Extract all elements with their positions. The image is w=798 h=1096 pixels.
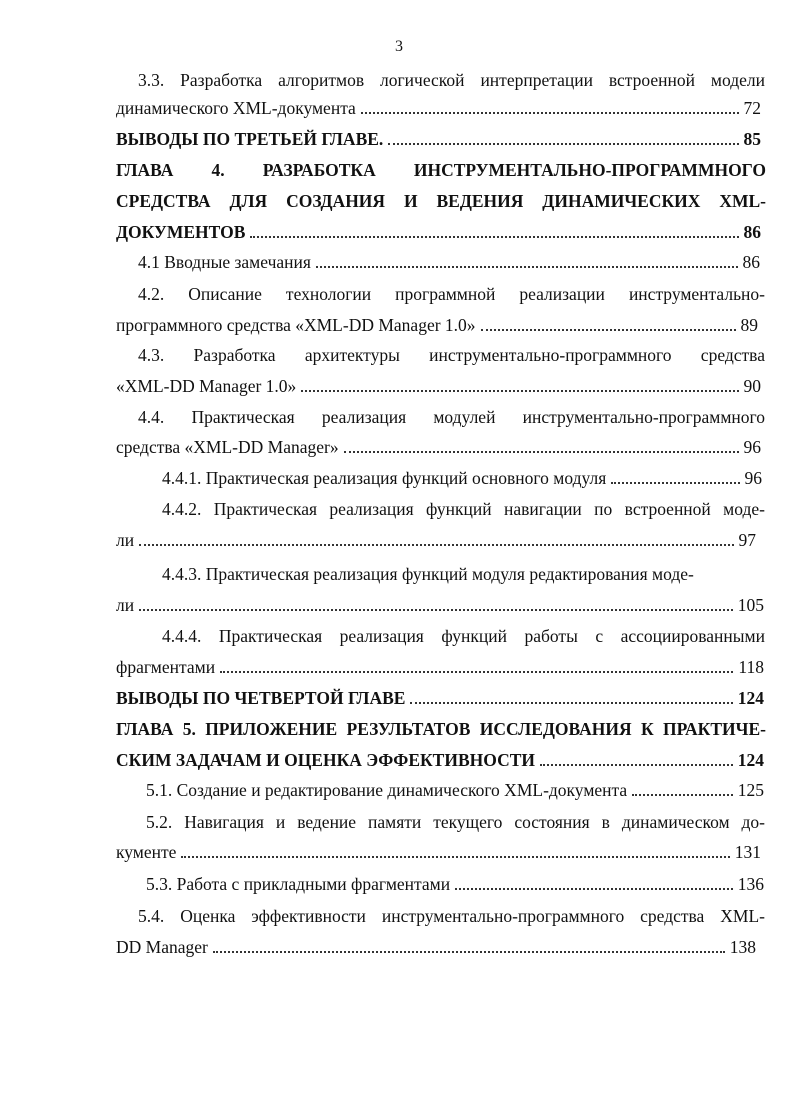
toc-page-number: 125 [737,780,764,800]
toc-entry-title: средства «XML-DD Manager» [116,437,339,457]
toc-entry-title: 4.4.1. Практическая реализация функций основного модуля [162,468,607,488]
toc-page-number: 86 [742,252,760,272]
dot-leader [361,112,739,114]
dot-leader [139,544,733,546]
toc-chapter4-line1: ГЛАВА 4. РАЗРАБОТКА ИНСТРУМЕНТАЛЬНО-ПРОГРАММНОГО [116,160,766,180]
toc-entry-title: СКИМ ЗАДАЧАМ И ОЦЕНКА ЭФФЕКТИВНОСТИ [116,750,535,770]
toc-entry-5-4-line1: 5.4. Оценка эффективности инструментально-программного средства XML- [138,906,765,926]
toc-entry-4-4-line1: 4.4. Практическая реализация модулей инструментально-программного [138,407,765,427]
toc-chapter4 [116,220,761,244]
toc-entry-4-2 [116,313,758,337]
dot-leader [316,266,738,268]
toc-entry-title: ДОКУМЕНТОВ [116,222,246,242]
toc-entry-4-4-3-line1: 4.4.3. Практическая реализация функций модуля редактирования моде- [162,564,694,584]
toc-page-number: 72 [743,98,761,118]
dot-leader [181,856,729,858]
toc-entry-4-4 [116,435,761,459]
toc-page-number: 86 [743,222,761,242]
toc-entry-4-4-1 [162,466,762,490]
toc-entry-title: 4.1 Вводные замечания [138,252,311,272]
dot-leader [540,764,733,766]
toc-page-number: 96 [743,437,761,457]
toc-entry-title: DD Manager [116,937,208,957]
toc-page-number: 124 [737,750,764,770]
toc-entry-title: «XML-DD Manager 1.0» [116,376,297,396]
page-number: 3 [395,38,403,55]
toc-entry-title: ли [116,595,135,615]
toc-page-number: 138 [729,937,756,957]
toc-page-number: 136 [737,874,764,894]
dot-leader [213,951,725,953]
dot-leader [388,143,738,145]
toc-page-number: 105 [737,595,764,615]
toc-page-number: 131 [734,842,761,862]
toc-entry-title: фрагментами [116,657,216,677]
dot-leader [139,609,733,611]
toc-entry-5-2-line1: 5.2. Навигация и ведение памяти текущего состояния в динамическом до- [146,812,765,832]
toc-chapter3-summary [116,127,761,151]
toc-entry-title: динамического XML-документа [116,98,356,118]
toc-entry-5-2 [116,840,761,864]
toc-chapter5 [116,748,764,772]
toc-entry-title: ли [116,530,135,550]
toc-entry-4-4-4 [116,655,764,679]
dot-leader [220,671,733,673]
toc-page-number: 89 [740,315,758,335]
toc-entry-title: ВЫВОДЫ ПО ТРЕТЬЕЙ ГЛАВЕ. [116,129,384,149]
toc-entry-4-4-2-line1: 4.4.2. Практическая реализация функций навигации по встроенной моде- [162,499,765,519]
dot-leader [301,390,738,392]
dot-leader [410,702,732,704]
toc-entry-3-3-line1: 3.3. Разработка алгоритмов логической интерпретации встроенной модели [138,70,765,90]
dot-leader [481,329,736,331]
dot-leader [632,794,733,796]
toc-entry-title: программного средства «XML-DD Manager 1.0» [116,315,476,335]
toc-entry-4-4-4-line1: 4.4.4. Практическая реализация функций работы с ассоциированными [162,626,765,646]
toc-entry-4-2-line1: 4.2. Описание технологии программной реализации инструментально- [138,284,765,304]
toc-chapter4-line2: СРЕДСТВА ДЛЯ СОЗДАНИЯ И ВЕДЕНИЯ ДИНАМИЧЕСКИХ XML- [116,191,766,211]
toc-entry-title: 5.1. Создание и редактирование динамического XML-документа [146,780,628,800]
toc-entry-4-3 [116,374,761,398]
toc-page-number: 90 [743,376,761,396]
dot-leader [611,482,739,484]
toc-entry-title: кументе [116,842,177,862]
dot-leader [455,888,733,890]
toc-entry-5-1 [146,778,764,802]
dot-leader [344,451,739,453]
toc-page-number: 85 [743,129,761,149]
toc-page-number: 124 [737,688,764,708]
toc-entry-4-1 [138,250,760,274]
toc-page-number: 97 [738,530,756,550]
toc-entry-title: ВЫВОДЫ ПО ЧЕТВЕРТОЙ ГЛАВЕ [116,688,406,708]
toc-chapter4-summary [116,686,764,710]
toc-entry-5-4 [116,935,756,959]
toc-chapter5-line1: ГЛАВА 5. ПРИЛОЖЕНИЕ РЕЗУЛЬТАТОВ ИССЛЕДОВАНИЯ К ПРАКТИЧЕ- [116,719,766,739]
toc-entry-4-4-2 [116,528,756,552]
toc-entry-4-3-line1: 4.3. Разработка архитектуры инструментально-программного средства [138,345,765,365]
toc-entry-3-3 [116,96,761,120]
toc-page-number: 96 [744,468,762,488]
dot-leader [250,236,738,238]
toc-entry-4-4-3 [116,593,764,617]
toc-page-number: 118 [738,657,764,677]
toc-entry-5-3 [146,872,764,896]
toc-entry-title: 5.3. Работа с прикладными фрагментами [146,874,451,894]
